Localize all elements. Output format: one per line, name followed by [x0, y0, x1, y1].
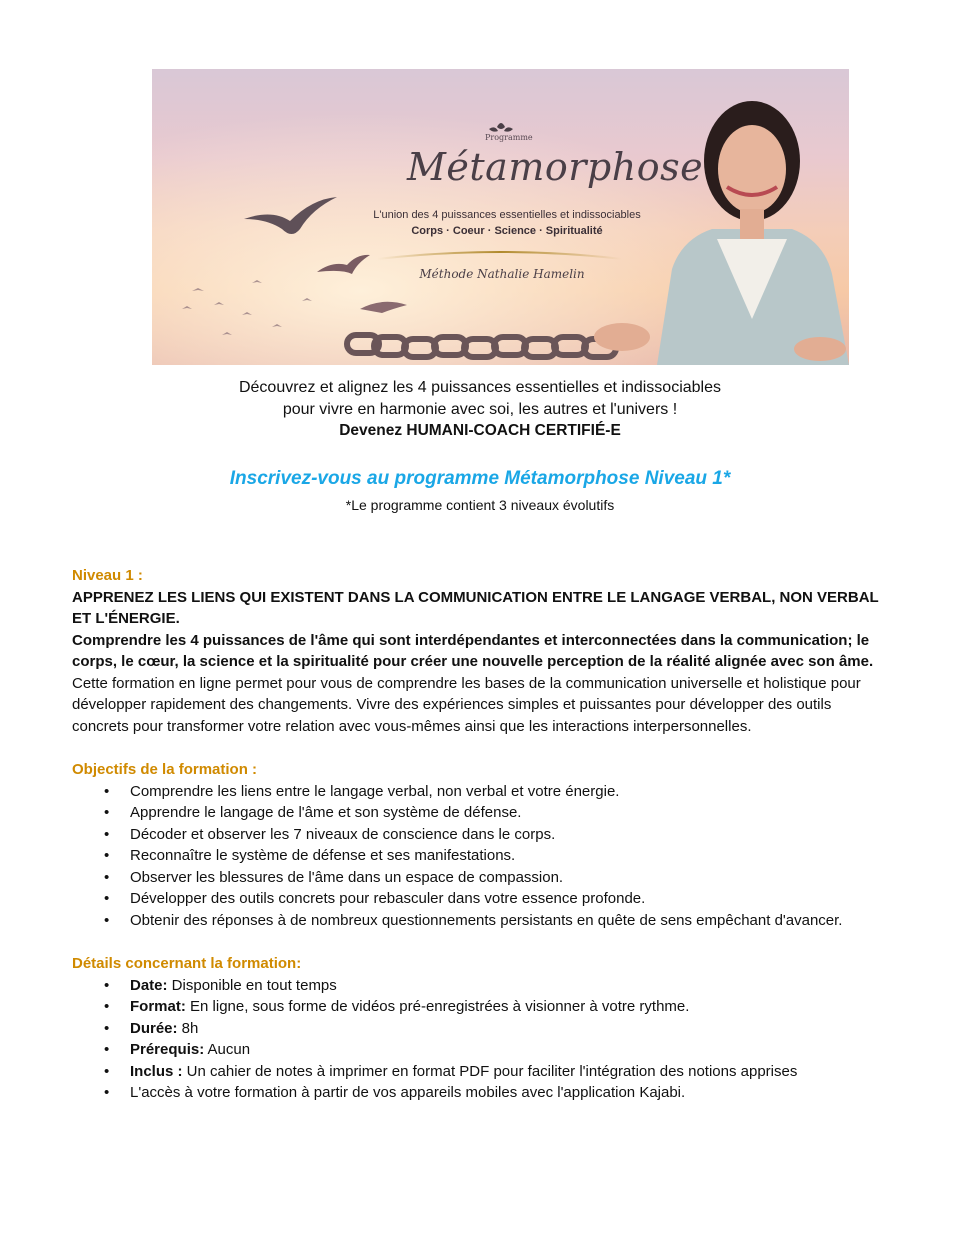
list-item: • Développer des outils concrets pour rebasculer dans votre essence profonde.	[130, 888, 892, 910]
list-item	[130, 1039, 892, 1061]
detail-text: L'accès à votre formation à partir de vos appareils mobiles avec l'application Kajabi.	[130, 1084, 686, 1101]
intro-strong: Devenez HUMANI-COACH CERTIFIÉ-E	[339, 422, 621, 439]
intro-line-2: pour vivre en harmonie avec soi, les autres et l'univers !	[282, 401, 678, 418]
objectives-list	[72, 781, 892, 932]
list-item: • Décoder et observer les 7 niveaux de conscience dans le corps.	[130, 824, 892, 846]
intro-text	[0, 377, 960, 421]
list-item	[130, 975, 892, 997]
main-content	[72, 565, 892, 1104]
list-item: • Reconnaître le système de défense et ses manifestations.	[130, 845, 892, 867]
objectives-heading: Objectifs de la formation :	[72, 761, 258, 778]
list-item	[130, 1018, 892, 1040]
banner-subtitle: L'union des 4 puissances essentielles et indissociables	[373, 209, 641, 221]
banner-pillars: Corps · Coeur · Science · Spiritualité	[411, 225, 603, 237]
list-item: • Obtenir des réponses à de nombreux questionnements persistants en quête de sens empêchant d'avancer.	[130, 910, 892, 932]
detail-text: Disponible en tout temps	[167, 976, 337, 994]
level-bold-1: APPRENEZ LES LIENS QUI EXISTENT DANS LA COMMUNICATION ENTRE LE LANGAGE VERBAL, NON VERBAL ET L'ÉNERGIE.	[72, 588, 879, 627]
hero-banner	[152, 69, 849, 365]
detail-text: Aucun	[204, 1041, 251, 1058]
list-item: • Apprendre le langage de l'âme et son système de défense.	[130, 802, 892, 824]
details-heading: Détails concernant la formation:	[72, 955, 302, 972]
banner-signature: Méthode Nathalie Hamelin	[419, 267, 585, 281]
details-list	[72, 975, 892, 1104]
detail-label: Date:	[130, 976, 168, 994]
list-item	[130, 1061, 892, 1083]
cta-heading: Inscrivez-vous au programme Métamorphose Niveau 1*	[229, 468, 731, 489]
banner-program-label: Programme	[485, 133, 533, 142]
levels-note: *Le programme contient 3 niveaux évolutifs	[345, 497, 615, 513]
detail-text: 8h	[177, 1019, 199, 1037]
level-bold-2: Comprendre les 4 puissances de l'âme qui sont interdépendantes et interconnectées dans la communication; le corps, le cœur, la science et la spiritualité pour créer une nouvelle perception de la réalité alignée avec son âme.	[72, 631, 874, 670]
detail-label: Durée:	[130, 1019, 178, 1037]
list-item: • Comprendre les liens entre le langage verbal, non verbal et votre énergie.	[130, 781, 892, 803]
level-heading: Niveau 1 :	[72, 567, 143, 584]
detail-text: Un cahier de notes à imprimer en format PDF pour faciliter l'intégration des notions apprises	[182, 1062, 798, 1080]
list-item	[130, 996, 892, 1018]
banner-title: Métamorphose	[407, 145, 704, 189]
detail-label: Format:	[130, 998, 186, 1015]
list-item: • Observer les blessures de l'âme dans un espace de compassion.	[130, 867, 892, 889]
detail-text: En ligne, sous forme de vidéos pré-enregistrées à visionner à votre rythme.	[185, 998, 690, 1015]
detail-label: Inclus :	[130, 1062, 183, 1080]
detail-label: Prérequis:	[130, 1041, 205, 1058]
level-body: Cette formation en ligne permet pour vous de comprendre les bases de la communication universelle et holistique pour développer rapidement des changements. Vivre des expériences simples et puissantes pour développer des outils concrets pour transformer votre relation avec vous-mêmes ainsi que les interactions interpersonnelles.	[72, 674, 861, 735]
list-item	[130, 1082, 892, 1104]
intro-line-1: Découvrez et alignez les 4 puissances essentielles et indissociables	[238, 379, 722, 396]
